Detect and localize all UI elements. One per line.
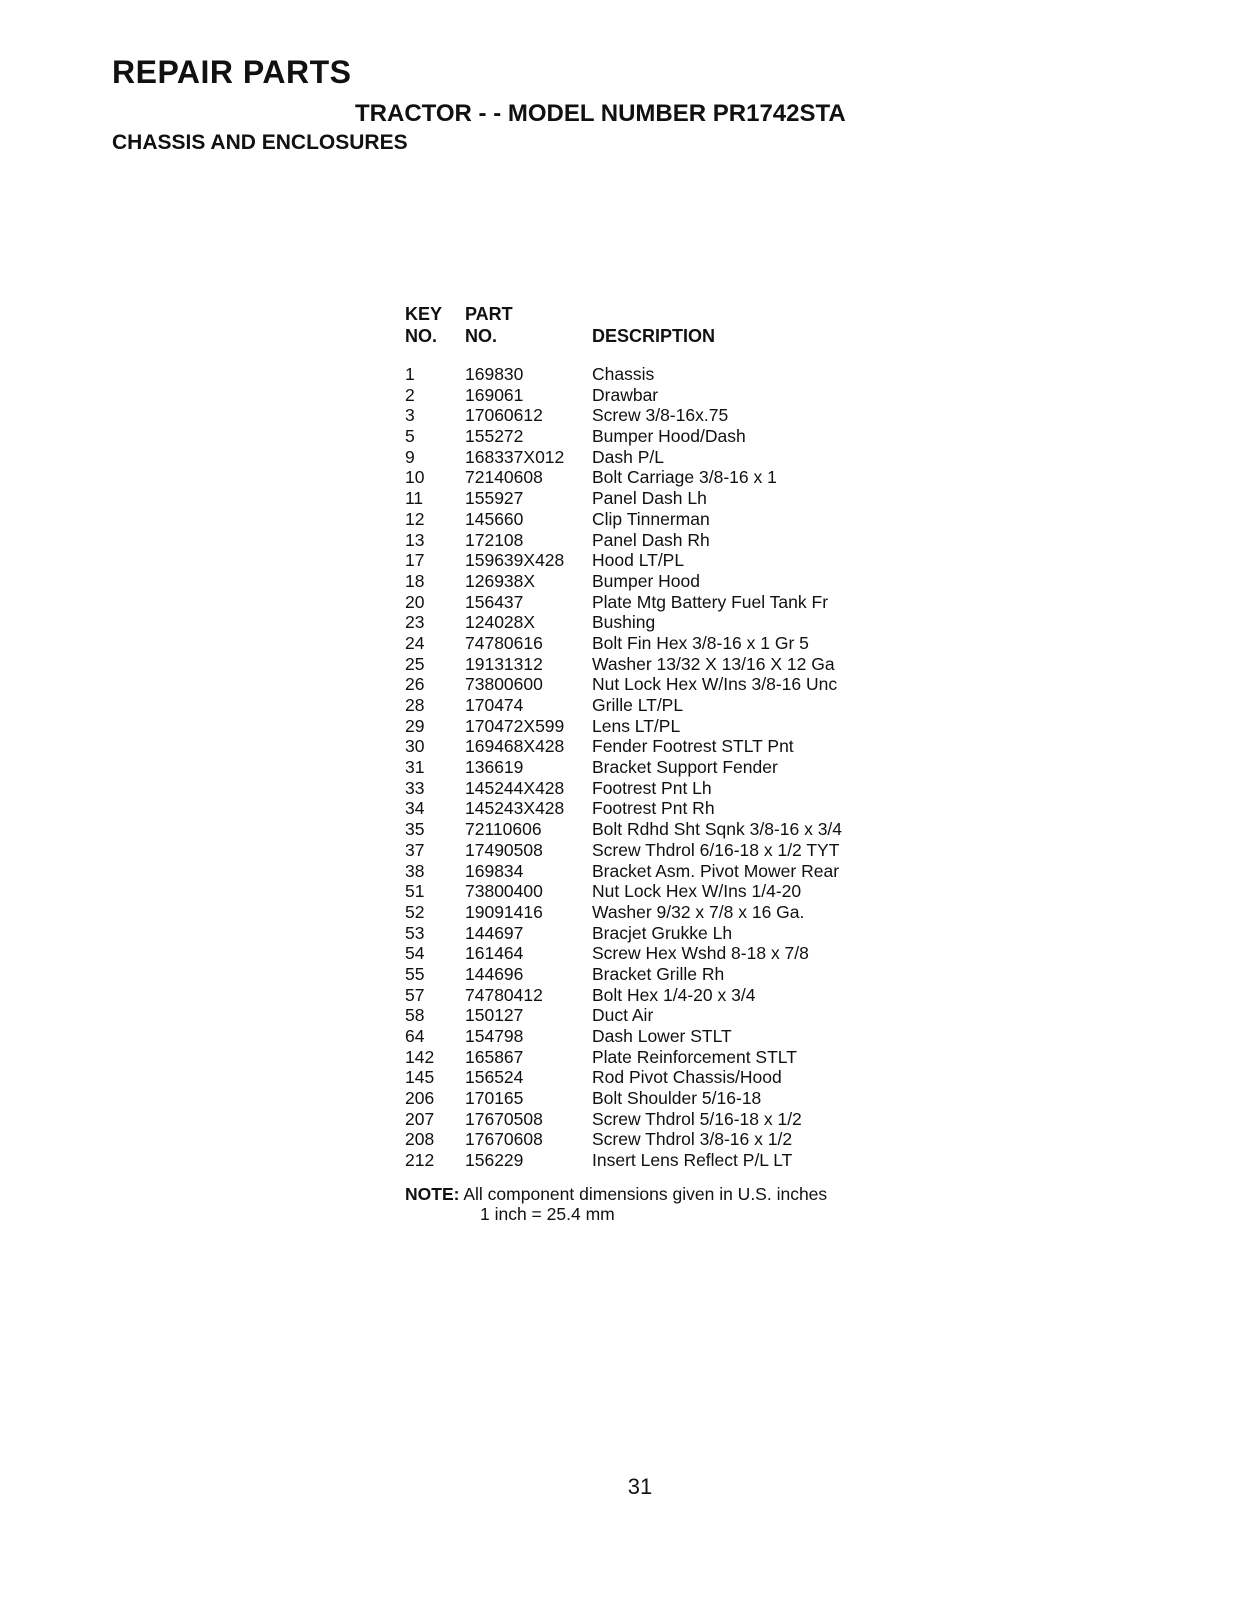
part-number-cell: 144696	[465, 963, 524, 984]
part-number-cell: 73800400	[465, 881, 543, 902]
key-cell: 10	[405, 467, 425, 488]
table-row	[405, 633, 965, 654]
description-cell: Nut Lock Hex W/Ins 1/4-20	[592, 881, 802, 902]
table-row	[405, 592, 965, 613]
key-cell: 24	[405, 632, 425, 653]
table-row	[405, 1129, 965, 1150]
key-cell: 142	[405, 1046, 435, 1067]
key-cell: 38	[405, 860, 425, 881]
table-row	[405, 509, 965, 530]
description-cell: Dash Lower STLT	[592, 1026, 732, 1046]
key-cell: 20	[405, 591, 425, 612]
description-cell: Bracket Asm. Pivot Mower Rear	[592, 860, 840, 881]
description-cell: Bushing	[592, 612, 656, 633]
part-number-cell: 170472X599	[465, 715, 565, 736]
key-cell: 206	[405, 1088, 435, 1109]
part-number-cell: 72140608	[465, 467, 543, 488]
key-cell: 64	[405, 1026, 425, 1046]
table-row	[405, 923, 965, 944]
part-column-header-no: NO.	[465, 326, 498, 346]
table-row	[405, 861, 965, 882]
key-cell: 23	[405, 612, 425, 633]
description-cell: Footrest Pnt Rh	[592, 798, 715, 819]
table-row	[405, 530, 965, 551]
table-row	[405, 757, 965, 778]
model-subtitle: TRACTOR - - MODEL NUMBER PR1742STA	[355, 100, 846, 127]
key-cell: 1	[405, 364, 415, 384]
table-row	[405, 550, 965, 571]
key-cell: 5	[405, 426, 415, 447]
note-line-1: All component dimensions given in U.S. inches	[463, 1184, 828, 1204]
key-cell: 33	[405, 777, 425, 798]
part-number-cell: 150127	[465, 1005, 524, 1026]
description-cell: Washer 13/32 X 13/16 X 12 Ga	[592, 653, 835, 674]
page-number: 31	[627, 1474, 653, 1499]
description-cell: Rod Pivot Chassis/Hood	[592, 1067, 782, 1088]
table-row	[405, 716, 965, 737]
part-number-cell: 73800600	[465, 674, 543, 695]
description-cell: Bolt Rdhd Sht Sqnk 3/8-16 x 3/4	[592, 819, 843, 840]
key-cell: 30	[405, 736, 425, 757]
key-cell: 53	[405, 922, 425, 943]
description-cell: Panel Dash Lh	[592, 488, 707, 509]
part-number-cell: 145660	[465, 508, 524, 529]
part-number-cell: 145243X428	[465, 798, 565, 819]
key-cell: 25	[405, 653, 425, 674]
table-row	[405, 405, 965, 426]
table-row	[405, 654, 965, 675]
part-number-cell: 169834	[465, 860, 524, 881]
description-cell: Hood LT/PL	[592, 550, 685, 571]
table-row	[405, 1026, 965, 1047]
part-number-cell: 74780616	[465, 632, 543, 653]
description-cell: Grille LT/PL	[592, 695, 684, 715]
table-row	[405, 943, 965, 964]
key-cell: 212	[405, 1150, 435, 1171]
table-row	[405, 488, 965, 509]
description-cell: Bolt Fin Hex 3/8-16 x 1 Gr 5	[592, 632, 809, 653]
part-number-cell: 156437	[465, 591, 524, 612]
description-cell: Bolt Hex 1/4-20 x 3/4	[592, 984, 756, 1005]
key-cell: 11	[405, 488, 424, 509]
parts-list	[405, 364, 965, 1171]
description-cell: Bolt Carriage 3/8-16 x 1	[592, 467, 777, 488]
table-row	[405, 985, 965, 1006]
table-row	[405, 674, 965, 695]
part-number-cell: 172108	[465, 529, 524, 550]
part-number-cell: 169061	[465, 384, 524, 405]
key-cell: 18	[405, 570, 425, 591]
part-number-cell: 168337X012	[465, 446, 565, 467]
description-cell: Bracket Grille Rh	[592, 963, 725, 984]
description-cell: Bumper Hood	[592, 570, 700, 591]
description-cell: Bumper Hood/Dash	[592, 426, 746, 447]
key-cell: 51	[405, 881, 425, 902]
key-cell: 208	[405, 1129, 435, 1150]
description-cell: Chassis	[592, 364, 655, 384]
table-row	[405, 385, 965, 406]
key-column-header-no: NO.	[405, 326, 438, 346]
key-cell: 9	[405, 446, 415, 467]
part-number-cell: 170165	[465, 1088, 524, 1109]
note-line-2: 1 inch = 25.4 mm	[480, 1204, 615, 1224]
key-cell: 3	[405, 405, 415, 426]
part-number-cell: 19091416	[465, 901, 543, 922]
table-row	[405, 426, 965, 447]
table-row	[405, 902, 965, 923]
key-cell: 17	[405, 550, 425, 571]
table-row	[405, 447, 965, 468]
key-cell: 34	[405, 798, 425, 819]
part-number-cell: 144697	[465, 922, 524, 943]
table-row	[405, 881, 965, 902]
table-row	[405, 819, 965, 840]
description-cell: Fender Footrest STLT Pnt	[592, 736, 794, 757]
note-label: NOTE:	[405, 1184, 460, 1204]
description-cell: Plate Mtg Battery Fuel Tank Fr	[592, 591, 829, 612]
part-number-cell: 72110606	[465, 819, 542, 840]
table-row	[405, 571, 965, 592]
part-number-cell: 165867	[465, 1046, 524, 1067]
table-row	[405, 364, 965, 385]
description-cell: Screw Thdrol 6/16-18 x 1/2 TYT	[592, 839, 840, 860]
description-cell: Bracket Support Fender	[592, 757, 778, 778]
key-cell: 54	[405, 943, 425, 964]
part-number-cell: 17670608	[465, 1129, 543, 1150]
part-number-cell: 17490508	[465, 839, 543, 860]
table-row	[405, 612, 965, 633]
part-number-cell: 19131312	[465, 653, 543, 674]
section-heading: CHASSIS AND ENCLOSURES	[112, 131, 408, 154]
key-cell: 29	[405, 715, 425, 736]
description-cell: Duct Air	[592, 1005, 654, 1026]
part-number-cell: 145244X428	[465, 777, 565, 798]
key-column-header: KEY	[405, 304, 443, 324]
table-row	[405, 1067, 965, 1088]
table-row	[405, 1088, 965, 1109]
table-row	[405, 778, 965, 799]
key-cell: 207	[405, 1108, 435, 1129]
part-number-cell: 126938X	[465, 570, 536, 591]
description-cell: Panel Dash Rh	[592, 529, 710, 550]
description-cell: Footrest Pnt Lh	[592, 777, 712, 798]
part-number-cell: 124028X	[465, 612, 536, 633]
description-cell: Lens LT/PL	[592, 715, 681, 736]
table-row	[405, 1150, 965, 1171]
description-column-header: DESCRIPTION	[592, 326, 716, 346]
description-cell: Insert Lens Reflect P/L LT	[592, 1150, 793, 1171]
key-cell: 28	[405, 695, 425, 715]
part-number-cell: 159639X428	[465, 550, 565, 571]
key-cell: 26	[405, 674, 425, 695]
key-cell: 57	[405, 984, 425, 1005]
key-cell: 52	[405, 901, 425, 922]
table-row	[405, 798, 965, 819]
table-row	[405, 840, 965, 861]
part-number-cell: 170474	[465, 695, 524, 715]
description-cell: Drawbar	[592, 384, 659, 405]
part-number-cell: 156229	[465, 1150, 524, 1171]
key-cell: 31	[405, 757, 425, 778]
page-title: REPAIR PARTS	[112, 54, 352, 90]
table-row	[405, 736, 965, 757]
dimension-note	[405, 1184, 965, 1224]
description-cell: Clip Tinnerman	[592, 508, 710, 529]
part-number-cell: 156524	[465, 1067, 524, 1088]
part-number-cell: 169830	[465, 364, 524, 384]
part-number-cell: 155927	[465, 488, 524, 509]
key-cell: 13	[405, 529, 425, 550]
description-cell: Dash P/L	[592, 446, 664, 467]
table-row	[405, 1047, 965, 1068]
key-cell: 145	[405, 1067, 435, 1088]
description-cell: Screw Thdrol 5/16-18 x 1/2	[592, 1108, 802, 1129]
part-number-cell: 136619	[465, 757, 524, 778]
part-number-cell: 161464	[465, 943, 524, 964]
part-column-header: PART	[465, 304, 513, 324]
key-cell: 37	[405, 839, 425, 860]
description-cell: Nut Lock Hex W/Ins 3/8-16 Unc	[592, 674, 838, 695]
description-cell: Screw Hex Wshd 8-18 x 7/8	[592, 943, 809, 964]
description-cell: Bracjet Grukke Lh	[592, 922, 733, 943]
part-number-cell: 169468X428	[465, 736, 565, 757]
parts-table-header	[405, 304, 1005, 350]
key-cell: 55	[405, 963, 425, 984]
description-cell: Screw Thdrol 3/8-16 x 1/2	[592, 1129, 793, 1150]
part-number-cell: 154798	[465, 1026, 524, 1046]
table-row	[405, 695, 965, 716]
description-cell: Plate Reinforcement STLT	[592, 1046, 797, 1067]
key-cell: 2	[405, 384, 415, 405]
description-cell: Screw 3/8-16x.75	[592, 405, 729, 426]
table-row	[405, 1109, 965, 1130]
key-cell: 12	[405, 508, 425, 529]
table-row	[405, 467, 965, 488]
part-number-cell: 155272	[465, 426, 524, 447]
description-cell: Washer 9/32 x 7/8 x 16 Ga.	[592, 901, 805, 922]
description-cell: Bolt Shoulder 5/16-18	[592, 1088, 762, 1109]
key-cell: 35	[405, 819, 425, 840]
table-row	[405, 964, 965, 985]
key-cell: 58	[405, 1005, 425, 1026]
part-number-cell: 74780412	[465, 984, 543, 1005]
part-number-cell: 17060612	[465, 405, 543, 426]
table-row	[405, 1005, 965, 1026]
part-number-cell: 17670508	[465, 1108, 543, 1129]
